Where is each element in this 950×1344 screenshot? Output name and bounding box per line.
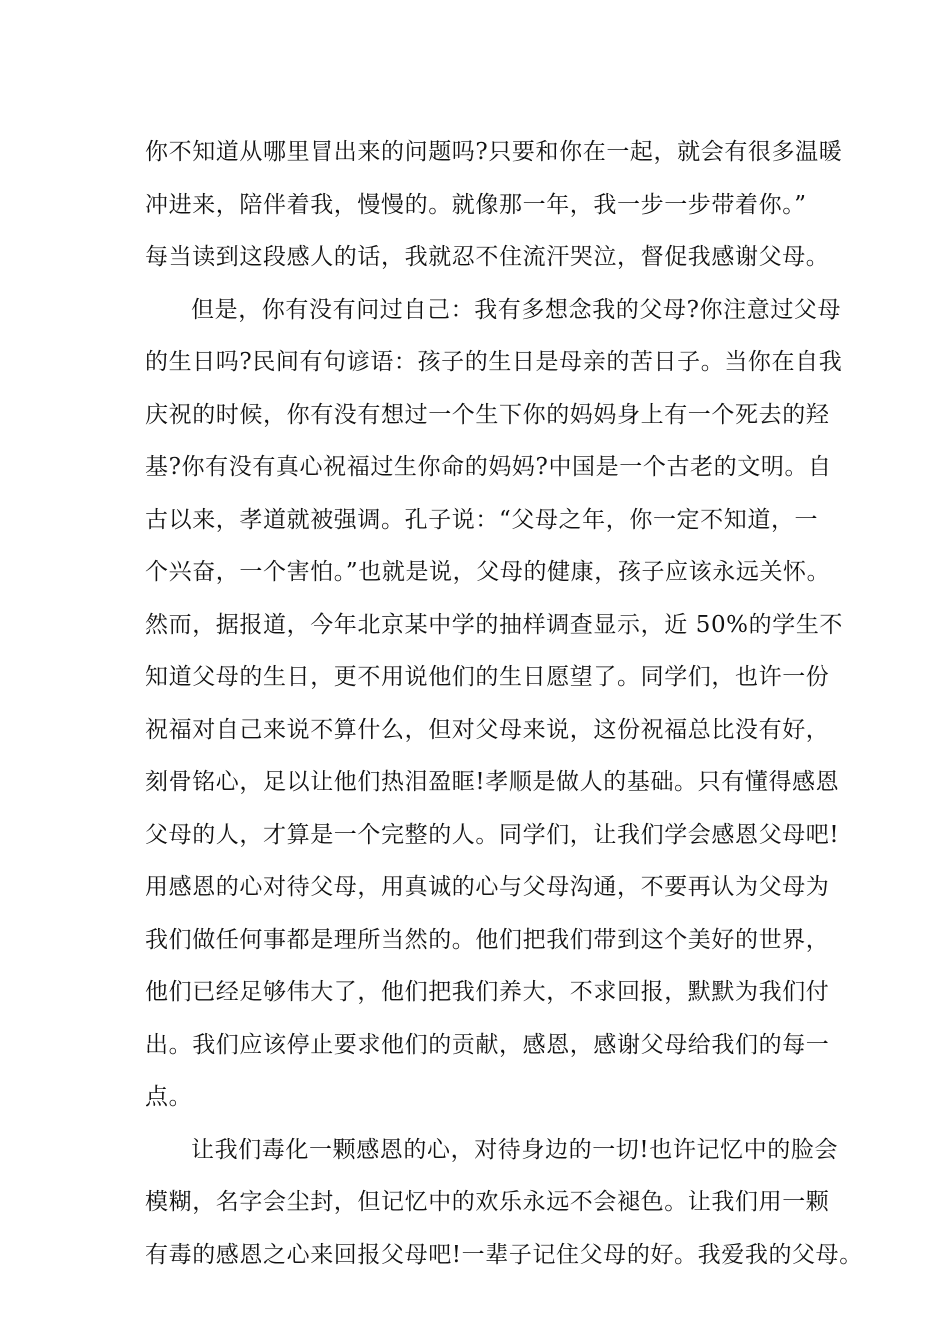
text-line: 刻骨铭心，足以让他们热泪盈眶!孝顺是做人的基础。只有懂得感恩 (145, 769, 840, 795)
text-line: 我们做任何事都是理所当然的。他们把我们带到这个美好的世界， (145, 927, 830, 953)
text-line: 个兴奋，一个害怕。”也就是说，父母的健康，孩子应该永远关怀。 (145, 559, 831, 585)
paragraph-start-line: 但是，你有没有问过自己：我有多想念我的父母?你注意过父母 (191, 297, 842, 323)
text-line: 知道父母的生日，更不用说他们的生日愿望了。同学们，也许一份 (145, 664, 830, 690)
text-line: 有毒的感恩之心来回报父母吧!一辈子记住父母的好。我爱我的父母。 (145, 1242, 863, 1268)
text-line: 庆祝的时候，你有没有想过一个生下你的妈妈身上有一个死去的羟 (145, 402, 830, 428)
text-line: 冲进来，陪伴着我，慢慢的。就像那一年，我一步一步带着你。” (145, 192, 807, 218)
text-line: 每当读到这段感人的话，我就忍不住流汗哭泣，督促我感谢父母。 (145, 244, 830, 270)
text-line: 点。 (145, 1084, 193, 1110)
text-line: 古以来，孝道就被强调。孔子说：“父母之年，你一定不知道，一 (145, 507, 819, 533)
text-line: 用感恩的心对待父母，用真诚的心与父母沟通，不要再认为父母为 (145, 874, 830, 900)
paragraph-start-line: 让我们毒化一颗感恩的心，对待身边的一切!也许记忆中的脸会 (191, 1137, 839, 1163)
text-line: 出。我们应该停止要求他们的贡献，感恩，感谢父母给我们的每一 (145, 1032, 830, 1058)
text-line: 的生日吗?民间有句谚语：孩子的生日是母亲的苦日子。当你在自我 (145, 349, 843, 375)
text-line: 基?你有没有真心祝福过生你命的妈妈?中国是一个古老的文明。自 (145, 454, 832, 480)
text-line: 他们已经足够伟大了，他们把我们养大，不求回报，默默为我们付 (145, 979, 830, 1005)
text-line: 父母的人，才算是一个完整的人。同学们，让我们学会感恩父母吧! (145, 822, 840, 848)
text-line: 模糊，名字会尘封，但记忆中的欢乐永远不会褪色。让我们用一颗 (145, 1189, 830, 1215)
text-line: 你不知道从哪里冒出来的问题吗?只要和你在一起，就会有很多温暖 (145, 139, 843, 165)
text-line: 然而，据报道，今年北京某中学的抽样调查显示，近 50%的学生不 (145, 612, 844, 638)
text-line: 祝福对自己来说不算什么，但对父母来说，这份祝福总比没有好， (145, 717, 830, 743)
